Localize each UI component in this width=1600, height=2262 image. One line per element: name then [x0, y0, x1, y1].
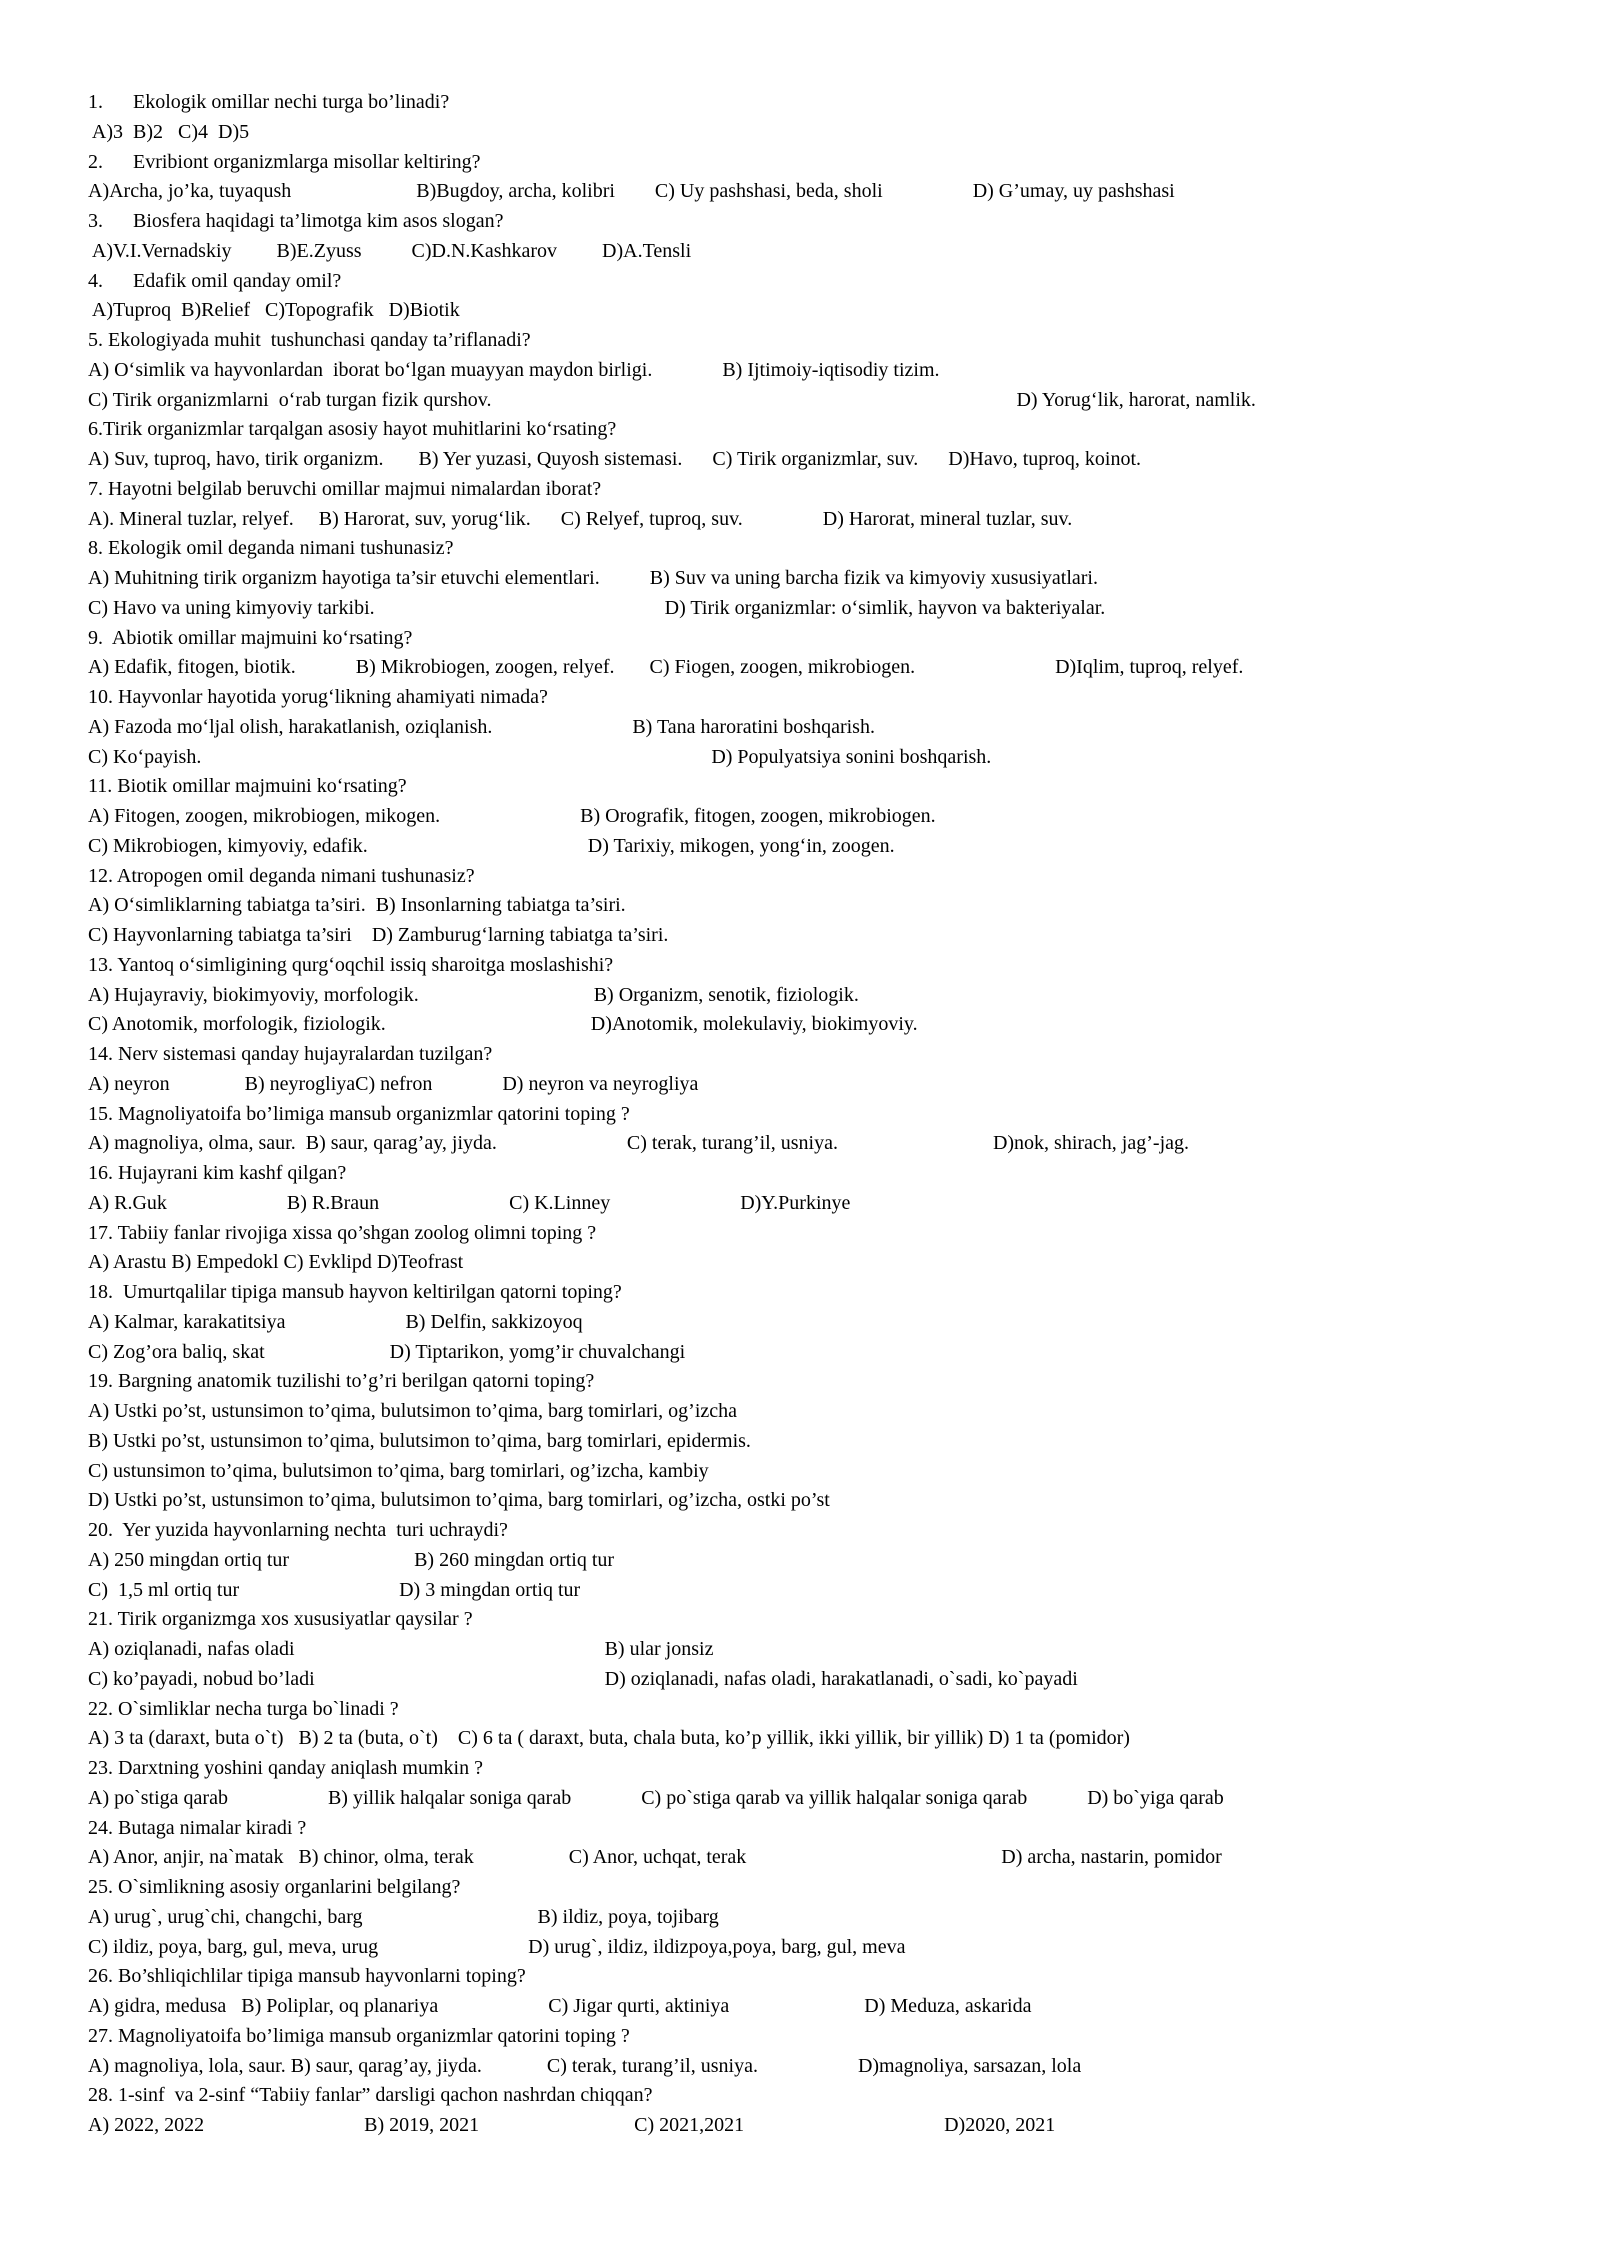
question-line: 22. O`simliklar necha turga bo`linadi ?	[88, 1697, 399, 1720]
answer-options-line: A) neyron B) neyrogliyaC) nefron D) neyron va neyrogliya	[88, 1072, 699, 1095]
answer-options-line: A) po`stiga qarab B) yillik halqalar soniga qarab C) po`stiga qarab va yillik halqalar soniga qarab D) bo`yiga qarab	[88, 1786, 1224, 1809]
answer-options-line: C) ildiz, poya, barg, gul, meva, urug D) urug`, ildiz, ildizpoya,poya, barg, gul, meva	[88, 1935, 906, 1958]
question-line: 19. Bargning anatomik tuzilishi to’g’ri berilgan qatorni toping?	[88, 1370, 595, 1393]
question-line: 10. Hayvonlar hayotida yorugʻlikning ahamiyati nimada?	[88, 686, 548, 708]
answer-options-line: A) Kalmar, karakatitsiya B) Delfin, sakkizoyoq	[88, 1310, 583, 1333]
answer-options-line: A) 2022, 2022 B) 2019, 2021 C) 2021,2021 D)2020, 2021	[88, 2114, 1056, 2136]
answer-options-line: A) 3 ta (daraxt, buta o`t) B) 2 ta (buta, o`t) C) 6 ta ( daraxt, buta, chala buta, ko’p yillik, ikki yillik, bir yillik) D) 1 ta (pomidor)	[88, 1727, 1130, 1750]
question-line: 25. O`simlikning asosiy organlarini belgilang?	[88, 1876, 461, 1898]
answer-options-line: C) Anotomik, morfologik, fiziologik. D)Anotomik, molekulaviy, biokimyoviy.	[88, 1013, 918, 1036]
answer-options-line: A) Oʻsimliklarning tabiatga ta’siri. B) Insonlarning tabiatga ta’siri.	[88, 894, 626, 917]
question-line: 27. Magnoliyatoifa bo’limiga mansub organizmlar qatorini toping ?	[88, 2024, 630, 2047]
question-line: 24. Butaga nimalar kiradi ?	[88, 1816, 307, 1839]
answer-options-line: A) Fitogen, zoogen, mikrobiogen, mikogen. B) Orografik, fitogen, zoogen, mikrobiogen.	[88, 805, 936, 827]
answer-options-line: C) Zog’ora baliq, skat D) Tiptarikon, yomg’ir chuvalchangi	[88, 1340, 686, 1363]
answer-options-line: C) ko’payadi, nobud bo’ladi D) oziqlanadi, nafas oladi, harakatlanadi, o`sadi, ko`payadi	[88, 1667, 1078, 1690]
answer-options-line: A) Hujayraviy, biokimyoviy, morfologik. B) Organizm, senotik, fiziologik.	[88, 983, 859, 1006]
question-line: 11. Biotik omillar majmuini koʻrsating?	[88, 775, 407, 798]
answer-options-line: A) magnoliya, olma, saur. B) saur, qarag’ay, jiyda. C) terak, turang’il, usniya. D)nok, shirach, jag’-jag.	[88, 1132, 1189, 1155]
question-line: 1. Ekologik omillar nechi turga bo’linadi?	[88, 91, 450, 113]
answer-options-line: A) Oʻsimlik va hayvonlardan iborat boʻlgan muayyan maydon birligi. B) Ijtimoiy-iqtisodiy tizim.	[88, 358, 940, 381]
answer-options-line: A) magnoliya, lola, saur. B) saur, qarag’ay, jiyda. C) terak, turang’il, usniya. D)magnoliya, sarsazan, lola	[88, 2054, 1082, 2077]
answer-options-line: C) Tirik organizmlarni oʻrab turgan fizik qurshov. D) Yorugʻlik, harorat, namlik.	[88, 388, 1256, 411]
question-line: 3. Biosfera haqidagi ta’limotga kim asos slogan?	[88, 210, 504, 232]
question-line: 6.Tirik organizmlar tarqalgan asosiy hayot muhitlarini koʻrsating?	[88, 418, 617, 441]
answer-options-line: C) Mikrobiogen, kimyoviy, edafik. D) Tarixiy, mikogen, yongʻin, zoogen.	[88, 834, 895, 857]
question-line: 21. Tirik organizmga xos xususiyatlar qaysilar ?	[88, 1608, 473, 1631]
answer-options-line: A) Anor, anjir, na`matak B) chinor, olma, terak C) Anor, uchqat, terak D) archa, nastarin, pomidor	[88, 1846, 1222, 1869]
question-line: 7. Hayotni belgilab beruvchi omillar majmui nimalardan iborat?	[88, 477, 602, 500]
question-line: 16. Hujayrani kim kashf qilgan?	[88, 1162, 347, 1184]
answer-options-line: A) Ustki po’st, ustunsimon to’qima, bulutsimon to’qima, barg tomirlari, og’izcha	[88, 1400, 738, 1422]
answer-options-line: C) Koʻpayish. D) Populyatsiya sonini boshqarish.	[88, 745, 992, 768]
question-line: 18. Umurtqalilar tipiga mansub hayvon keltirilgan qatorni toping?	[88, 1281, 622, 1303]
answer-options-line: A) gidra, medusa B) Poliplar, oq planariya C) Jigar qurti, aktiniya D) Meduza, askarida	[88, 1995, 1032, 2017]
question-line: 14. Nerv sistemasi qanday hujayralardan tuzilgan?	[88, 1043, 493, 1065]
answer-options-line: A)Tuproq B)Relief C)Topografik D)Biotik	[88, 299, 460, 322]
answer-options-line: C) Hayvonlarning tabiatga ta’siri D) Zamburugʻlarning tabiatga ta’siri.	[88, 924, 669, 946]
question-line: 23. Darxtning yoshini qanday aniqlash mumkin ?	[88, 1757, 483, 1779]
question-line: 26. Bo’shliqichlilar tipiga mansub hayvonlarni toping?	[88, 1965, 526, 1988]
answer-options-line: A)3 B)2 C)4 D)5	[88, 120, 250, 143]
answer-options-line: A)V.I.Vernadskiy B)E.Zyuss C)D.N.Kashkarov D)A.Tensli	[88, 239, 692, 262]
answer-options-line: A) Suv, tuproq, havo, tirik organizm. B) Yer yuzasi, Quyosh sistemasi. C) Tirik organizmlar, suv. D)Havo, tuproq, koinot.	[88, 448, 1142, 470]
answer-options-line: A) urug`, urug`chi, changchi, barg B) ildiz, poya, tojibarg	[88, 1905, 719, 1928]
answer-options-line: A) 250 mingdan ortiq tur B) 260 mingdan ortiq tur	[88, 1548, 615, 1571]
answer-options-line: A)Archa, jo’ka, tuyaqush B)Bugdoy, archa, kolibri C) Uy pashshasi, beda, sholi D) G’umay, uy pashshasi	[88, 180, 1175, 203]
answer-options-line: B) Ustki po’st, ustunsimon to’qima, bulutsimon to’qima, barg tomirlari, epidermis.	[88, 1429, 751, 1452]
answer-options-line: A) Edafik, fitogen, biotik. B) Mikrobiogen, zoogen, relyef. C) Fiogen, zoogen, mikrobiogen. D)Iqlim, tuproq, relyef.	[88, 656, 1244, 679]
answer-options-line: A) oziqlanadi, nafas oladi B) ular jonsiz	[88, 1638, 714, 1660]
question-line: 17. Tabiiy fanlar rivojiga xissa qo’shgan zoolog olimni toping ?	[88, 1221, 597, 1244]
question-line: 2. Evribiont organizmlarga misollar keltiring?	[88, 150, 481, 173]
answer-options-line: C) 1,5 ml ortiq tur D) 3 mingdan ortiq tur	[88, 1578, 581, 1601]
question-line: 4. Edafik omil qanday omil?	[88, 269, 342, 292]
answer-options-line: A). Mineral tuzlar, relyef. B) Harorat, suv, yorugʻlik. C) Relyef, tuproq, suv. D) Harorat, mineral tuzlar, suv.	[88, 507, 1073, 530]
question-line: 13. Yantoq oʻsimligining qurgʻoqchil issiq sharoitga moslashishi?	[88, 953, 614, 976]
question-line: 15. Magnoliyatoifa bo’limiga mansub organizmlar qatorini toping ?	[88, 1102, 630, 1125]
answer-options-line: A) Arastu B) Empedokl C) Evklipd D)Teofrast	[88, 1251, 464, 1274]
answer-options-line: C) Havo va uning kimyoviy tarkibi. D) Tirik organizmlar: oʻsimlik, hayvon va bakteriyalar.	[88, 596, 1106, 619]
answer-options-line: A) R.Guk B) R.Braun C) K.Linney D)Y.Purkinye	[88, 1191, 851, 1214]
answer-options-line: A) Fazoda moʻljal olish, harakatlanish, oziqlanish. B) Tana haroratini boshqarish.	[88, 715, 875, 738]
question-line: 20. Yer yuzida hayvonlarning nechta turi uchraydi?	[88, 1519, 508, 1541]
question-line: 28. 1-sinf va 2-sinf “Tabiiy fanlar” darsligi qachon nashrdan chiqqan?	[88, 2084, 653, 2107]
answer-options-line: C) ustunsimon to’qima, bulutsimon to’qima, barg tomirlari, og’izcha, kambiy	[88, 1459, 709, 1482]
question-line: 8. Ekologik omil deganda nimani tushunasiz?	[88, 537, 454, 560]
question-line: 5. Ekologiyada muhit tushunchasi qanday ta’riflanadi?	[88, 329, 531, 351]
answer-options-line: A) Muhitning tirik organizm hayotiga ta’sir etuvchi elementlari. B) Suv va uning barcha fizik va kimyoviy xususiyatlari.	[88, 567, 1098, 589]
question-line: 12. Atropogen omil deganda nimani tushunasiz?	[88, 864, 475, 887]
answer-options-line: D) Ustki po’st, ustunsimon to’qima, bulutsimon to’qima, barg tomirlari, og’izcha, ostki po’st	[88, 1489, 830, 1512]
question-line: 9. Abiotik omillar majmuini koʻrsating?	[88, 626, 413, 649]
